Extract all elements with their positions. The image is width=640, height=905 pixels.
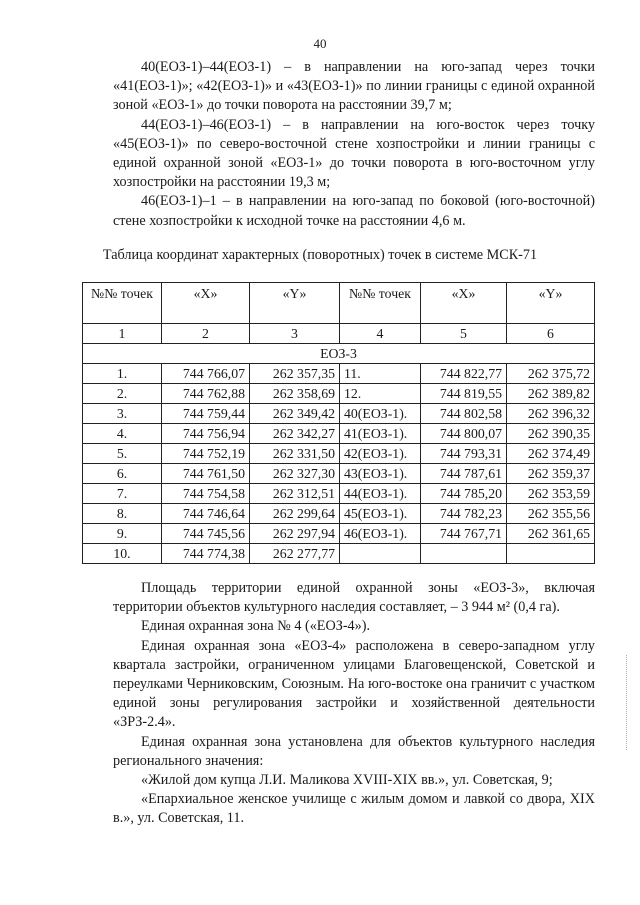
header-y: «Y»: [507, 283, 595, 324]
table-cell: 744 793,31: [421, 444, 507, 464]
paragraph: Площадь территории единой охранной зоны «ЕОЗ-3», включая территории объектов культурного наследия составляет, – 3 944 м² (0,4 га).: [113, 580, 595, 616]
table-cell: 744 759,44: [162, 404, 250, 424]
table-cell: 262 359,37: [507, 464, 595, 484]
table-cell: 12.: [340, 384, 421, 404]
header-y: «Y»: [250, 283, 340, 324]
table-cell: 262 342,27: [250, 424, 340, 444]
table-cell: 2.: [83, 384, 162, 404]
table-cell: 744 752,19: [162, 444, 250, 464]
table-cell: 6.: [83, 464, 162, 484]
table-cell: 10.: [83, 544, 162, 564]
header-x: «X»: [162, 283, 250, 324]
table-cell: 744 767,71: [421, 524, 507, 544]
paragraph: Единая охранная зона «ЕОЗ-4» расположена в северо-западном углу квартала застройки, ограниченном улицами Благовещенской, Советской и переулками Черниковским, Союзным. На юго-востоке она граничит с участком единой зоны регулирования застройки и хозяйственной деятельности «ЗРЗ-2.4».: [113, 637, 595, 731]
table-cell: [507, 544, 595, 564]
paragraph: «Жилой дом купца Л.И. Маликова XVIII-XIX вв.», ул. Советская, 9;: [141, 772, 553, 789]
paragraph: Единая охранная зона установлена для объектов культурного наследия регионального значения:: [113, 733, 595, 769]
table-cell: 262 390,35: [507, 424, 595, 444]
table-row: [83, 384, 595, 404]
paragraph: Единая охранная зона № 4 («ЕОЗ-4»).: [141, 618, 371, 635]
table-row: [83, 404, 595, 424]
table-header-row: [83, 283, 595, 324]
table-cell: 744 761,50: [162, 464, 250, 484]
table-cell: 45(ЕОЗ-1).: [340, 504, 421, 524]
paragraph: «Епархиальное женское училище с жилым домом и лавкой со двора, XIX в.», ул. Советская, 11.: [113, 791, 595, 827]
table-cell: 262 389,82: [507, 384, 595, 404]
table-row: [83, 444, 595, 464]
table-cell: 744 819,55: [421, 384, 507, 404]
table-cell: 262 357,35: [250, 364, 340, 384]
intro-text: [113, 58, 595, 231]
header-point-no: №№ точек: [83, 283, 162, 324]
table-cell: 744 785,20: [421, 484, 507, 504]
table-row: [83, 524, 595, 544]
coordinates-table: [82, 282, 595, 564]
table-cell: 744 754,58: [162, 484, 250, 504]
table-cell: 262 299,64: [250, 504, 340, 524]
table-cell: 744 787,61: [421, 464, 507, 484]
table-cell: 262 312,51: [250, 484, 340, 504]
table-cell: 262 355,56: [507, 504, 595, 524]
table-row: [83, 464, 595, 484]
table-row: [83, 424, 595, 444]
table-cell: 7.: [83, 484, 162, 504]
table-cell: 8.: [83, 504, 162, 524]
table-cell: 262 327,30: [250, 464, 340, 484]
table-cell: 744 774,38: [162, 544, 250, 564]
table-caption: Таблица координат характерных (поворотных) точек в системе МСК-71: [102, 247, 538, 263]
table-cell: 11.: [340, 364, 421, 384]
table-cell: [340, 544, 421, 564]
table-cell: 262 396,32: [507, 404, 595, 424]
table-cell: 262 297,94: [250, 524, 340, 544]
table-cell: 262 349,42: [250, 404, 340, 424]
table-row: [83, 504, 595, 524]
column-number: 4: [340, 324, 421, 344]
table-cell: 744 802,58: [421, 404, 507, 424]
section-row: [83, 344, 595, 364]
table-row: [83, 544, 595, 564]
table-cell: 5.: [83, 444, 162, 464]
table-cell: 744 746,64: [162, 504, 250, 524]
paragraph: 46(ЕОЗ-1)–1 – в направлении на юго-запад по боковой (юго-восточной) стене хозпостройки к исходной точке на расстоянии 4,6 м.: [113, 193, 595, 229]
table-cell: 744 756,94: [162, 424, 250, 444]
outro-text: [113, 579, 595, 829]
column-number: 3: [250, 324, 340, 344]
column-number-row: [83, 324, 595, 344]
column-number: 1: [83, 324, 162, 344]
table-cell: 744 822,77: [421, 364, 507, 384]
table-cell: 262 358,69: [250, 384, 340, 404]
table-cell: 262 374,49: [507, 444, 595, 464]
table-cell: 4.: [83, 424, 162, 444]
table-cell: 40(ЕОЗ-1).: [340, 404, 421, 424]
column-number: 2: [162, 324, 250, 344]
table-cell: [421, 544, 507, 564]
table-cell: 42(ЕОЗ-1).: [340, 444, 421, 464]
table-cell: 744 800,07: [421, 424, 507, 444]
table-cell: 262 277,77: [250, 544, 340, 564]
column-number: 6: [507, 324, 595, 344]
table-cell: 262 361,65: [507, 524, 595, 544]
table-cell: 43(ЕОЗ-1).: [340, 464, 421, 484]
table-row: [83, 484, 595, 504]
header-x: «X»: [421, 283, 507, 324]
table-cell: 262 331,50: [250, 444, 340, 464]
scan-artifact: [626, 655, 630, 750]
table-cell: 3.: [83, 404, 162, 424]
table-cell: 46(ЕОЗ-1).: [340, 524, 421, 544]
table-cell: 744 762,88: [162, 384, 250, 404]
page-number: 40: [313, 36, 327, 51]
table-cell: 744 745,56: [162, 524, 250, 544]
column-number: 5: [421, 324, 507, 344]
table-cell: 1.: [83, 364, 162, 384]
table-cell: 744 766,07: [162, 364, 250, 384]
table-row: [83, 364, 595, 384]
table-cell: 262 375,72: [507, 364, 595, 384]
section-label: ЕОЗ-3: [83, 344, 595, 364]
table-cell: 44(ЕОЗ-1).: [340, 484, 421, 504]
table-cell: 41(ЕОЗ-1).: [340, 424, 421, 444]
header-point-no: №№ точек: [340, 283, 421, 324]
paragraph: 44(ЕОЗ-1)–46(ЕОЗ-1) – в направлении на юго-восток через точку «45(ЕОЗ-1)» по северо-восточной стене хозпостройки и линии границы с единой охранной зоной «ЕОЗ-1» до точки поворота в юго-восточном углу хозпостройки на расстоянии 19,3 м;: [113, 116, 595, 191]
table-cell: 9.: [83, 524, 162, 544]
paragraph: 40(ЕОЗ-1)–44(ЕОЗ-1) – в направлении на юго-запад через точки «41(ЕОЗ-1)»; «42(ЕОЗ-1)» и «43(ЕОЗ-1)» по линии границы с единой охранной зоной «ЕОЗ-1» до точки поворота на расстоянии 39,7 м;: [113, 59, 595, 114]
table-cell: 744 782,23: [421, 504, 507, 524]
table-cell: 262 353,59: [507, 484, 595, 504]
